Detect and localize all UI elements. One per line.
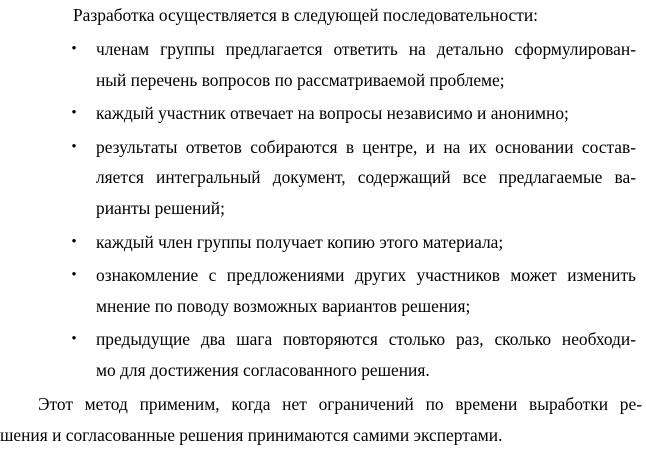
closing-line: шения и согласованные решения принимаются самими экспертами. bbox=[0, 424, 503, 445]
list-item-line: результаты ответов собираются в центре, и на их основании состав- bbox=[96, 136, 636, 157]
list-item-4 bbox=[0, 227, 646, 258]
list-item-6 bbox=[0, 324, 646, 385]
list-item-line: членам группы предлагается ответить на детально сформулирован- bbox=[96, 39, 636, 59]
list-item-5 bbox=[0, 260, 646, 321]
intro-line: Разработка осуществляется в следующей последовательности: bbox=[73, 5, 538, 25]
bullet-icon: • bbox=[71, 267, 77, 284]
list-item-line: ный перечень вопросов по рассматриваемой проблеме; bbox=[96, 69, 505, 90]
list-item-line: каждый участник отвечает на вопросы независимо и анонимно; bbox=[96, 103, 569, 124]
list-item-line: предыдущие два шага повторяются столько раз, сколько необходи- bbox=[96, 329, 636, 350]
intro-paragraph bbox=[0, 0, 646, 31]
list-item-3 bbox=[0, 132, 646, 224]
closing-paragraph bbox=[0, 389, 646, 450]
bullet-icon: • bbox=[71, 233, 77, 250]
list-item-line: мнение по поводу возможных вариантов решения; bbox=[96, 295, 471, 316]
list-item-line: ознакомление с предложениями других участников может изменить bbox=[96, 265, 636, 286]
steps-list bbox=[0, 34, 646, 389]
list-item-line: каждый член группы получает копию этого материала; bbox=[96, 231, 504, 252]
list-item-line: рианты решений; bbox=[96, 197, 225, 218]
list-item-2 bbox=[0, 98, 646, 129]
bullet-icon: • bbox=[71, 105, 77, 122]
bullet-icon: • bbox=[71, 138, 77, 155]
list-item-1 bbox=[0, 34, 646, 95]
bullet-icon: • bbox=[71, 41, 77, 57]
list-item-line: ляется интегральный документ, содержащий все предлагаемые ва- bbox=[96, 167, 636, 188]
list-item-line: мо для достижения согласованного решения. bbox=[96, 359, 430, 380]
closing-line: Этот метод применим, когда нет ограничений по времени выработки ре- bbox=[38, 394, 642, 414]
bullet-icon: • bbox=[71, 331, 77, 348]
